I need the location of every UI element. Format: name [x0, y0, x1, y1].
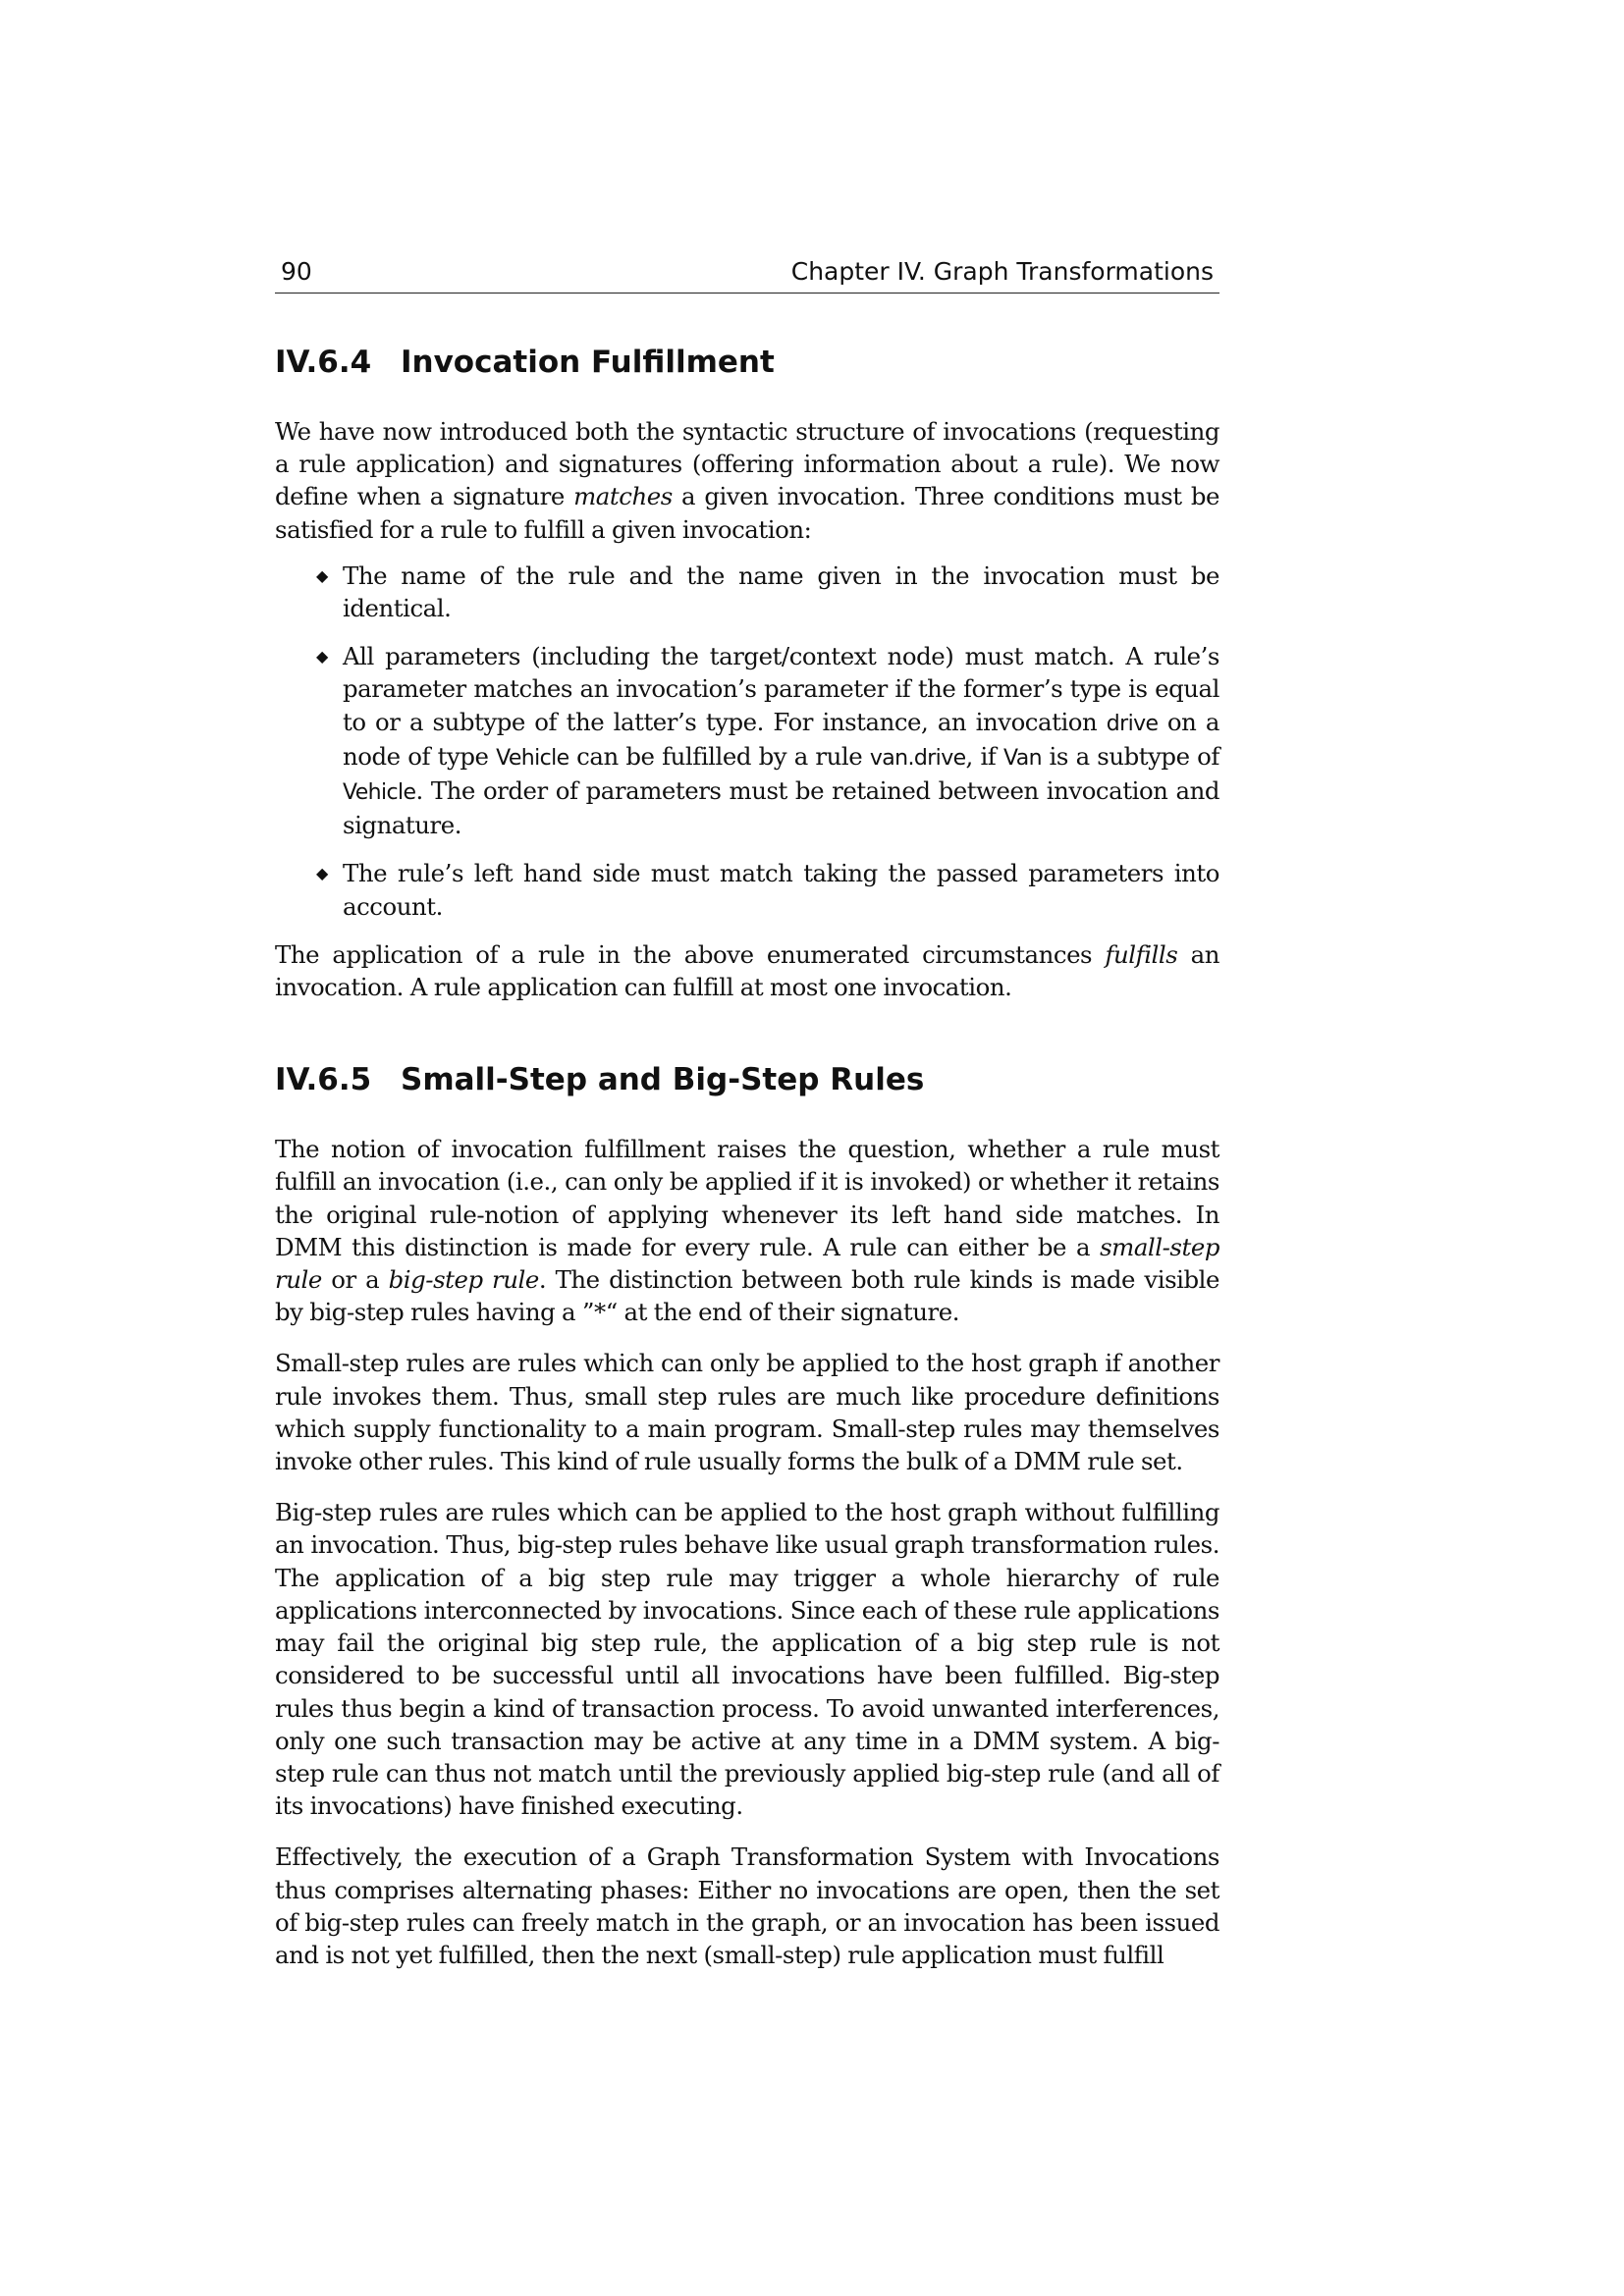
text-run: We have now introduced both the syntactic structure of invocations (requesting a rule application) and signatures (offering information about a rule). We now define when a signature [275, 417, 1219, 511]
section-title: Small-Step and Big-Step Rules [401, 1062, 925, 1098]
text-run: a given invocation. Three conditions must be satisfied for a rule to fulfill a given invocation: [275, 482, 1219, 544]
code-term-van: Van [1002, 745, 1042, 771]
text-run: an invocation. A rule application can fulfill at most one invocation. [275, 939, 1219, 1002]
page-number: 90 [281, 257, 312, 286]
page [275, 253, 1219, 1990]
code-term-van-drive: van.drive [869, 745, 966, 771]
text-run: All parameters (including the target/context node) must match. A rule’s parameter matches an invocation’s parameter if the former’s type is equal to or a subtype of the latter’s type. For instance, an invocation [343, 642, 1219, 736]
code-term-vehicle: Vehicle [343, 780, 416, 806]
list-item [316, 560, 1219, 624]
section-number: IV.6.4 [275, 345, 372, 380]
text-run: The application of a rule in the above enumerated circumstances [275, 939, 1106, 969]
text-run: . The distinction between both rule kinds is made visible by big-step rules having a ”*“ at the end of their signature. [275, 1265, 1219, 1327]
emphasis-big-step-rule: big-step rule [388, 1265, 539, 1295]
conditions-list [275, 560, 1219, 923]
running-header [275, 253, 1219, 294]
paragraph-1 [275, 1133, 1219, 1328]
emphasis-fulfills: fulfills [1105, 939, 1178, 969]
diamond-bullet-icon: ◆ [316, 565, 328, 585]
code-term-drive: drive [1106, 711, 1159, 736]
section-number: IV.6.5 [275, 1062, 372, 1098]
list-item-text: The rule’s left hand side must match taking the passed parameters into account. [343, 859, 1219, 921]
list-item [316, 857, 1219, 922]
text-run: . The order of parameters must be retained between invocation and signature. [343, 776, 1219, 840]
list-item-text: The name of the rule and the name given in the invocation must be identical. [343, 561, 1219, 623]
text-run: is a subtype of [1041, 741, 1219, 771]
section-heading-invocation-fulfillment [275, 343, 1219, 382]
diamond-bullet-icon: ◆ [316, 864, 328, 883]
paragraph-2: Small-step rules are rules which can only be applied to the host graph if another rule invokes them. Thus, small step rules are much like procedure definitions which supply functionality to a main program. Small-step rules may themselves invoke other rules. This kind of rule usually forms the bulk of a DMM rule set. [275, 1349, 1219, 1476]
diamond-bullet-icon: ◆ [316, 647, 328, 667]
paragraph-3: Big-step rules are rules which can be applied to the host graph without fulfilling an invocation. Thus, big-step rules behave like usual graph transformation rules. The application of a big step rule may trigger a whole hierarchy of rule applications interconnected by invocations. Since each of these rule applications may fail the original big step rule, the application of a big step rule is not considered to be successful until all invocations have been fulfilled. Big-step rules thus begin a kind of transaction process. To avoid unwanted interferences, only one such transaction may be active at any time in a DMM system. A big-step rule can thus not match until the previously applied big-step rule (and all of its invocations) have finished executing. [275, 1498, 1219, 1821]
section-title: Invocation Fulfillment [401, 345, 775, 380]
text-run: on a node of type [343, 707, 1219, 771]
emphasis-small-step-rule: small-step rule [275, 1232, 1219, 1295]
paragraph-closing [275, 938, 1219, 1003]
code-term-vehicle: Vehicle [496, 745, 569, 771]
paragraph-4: Effectively, the execution of a Graph Transformation System with Invocations thus comprises alternating phases: Either no invocations are open, then the set of big-step rules can freely match in the graph, or an invocation has been issued and is not yet fulfilled, then the next (small-step) rule application must fulfill [275, 1842, 1219, 1969]
chapter-title: Chapter IV. Graph Transformations [790, 257, 1214, 286]
text-run: The notion of invocation fulfillment raises the question, whether a rule must fulfill an invocation (i.e., can only be applied if it is invoked) or whether it retains the original rule-notion of applying whenever its left hand side matches. In DMM this distinction is made for every rule. A rule can either be a [275, 1135, 1219, 1261]
list-item [316, 640, 1219, 841]
paragraph-intro [275, 415, 1219, 546]
text-run: can be fulfilled by a rule [568, 741, 870, 771]
section-heading-small-big-step-rules [275, 1060, 1219, 1099]
text-run: , if [965, 741, 1003, 771]
text-run: or a [321, 1265, 389, 1295]
emphasis-matches: matches [573, 482, 673, 511]
